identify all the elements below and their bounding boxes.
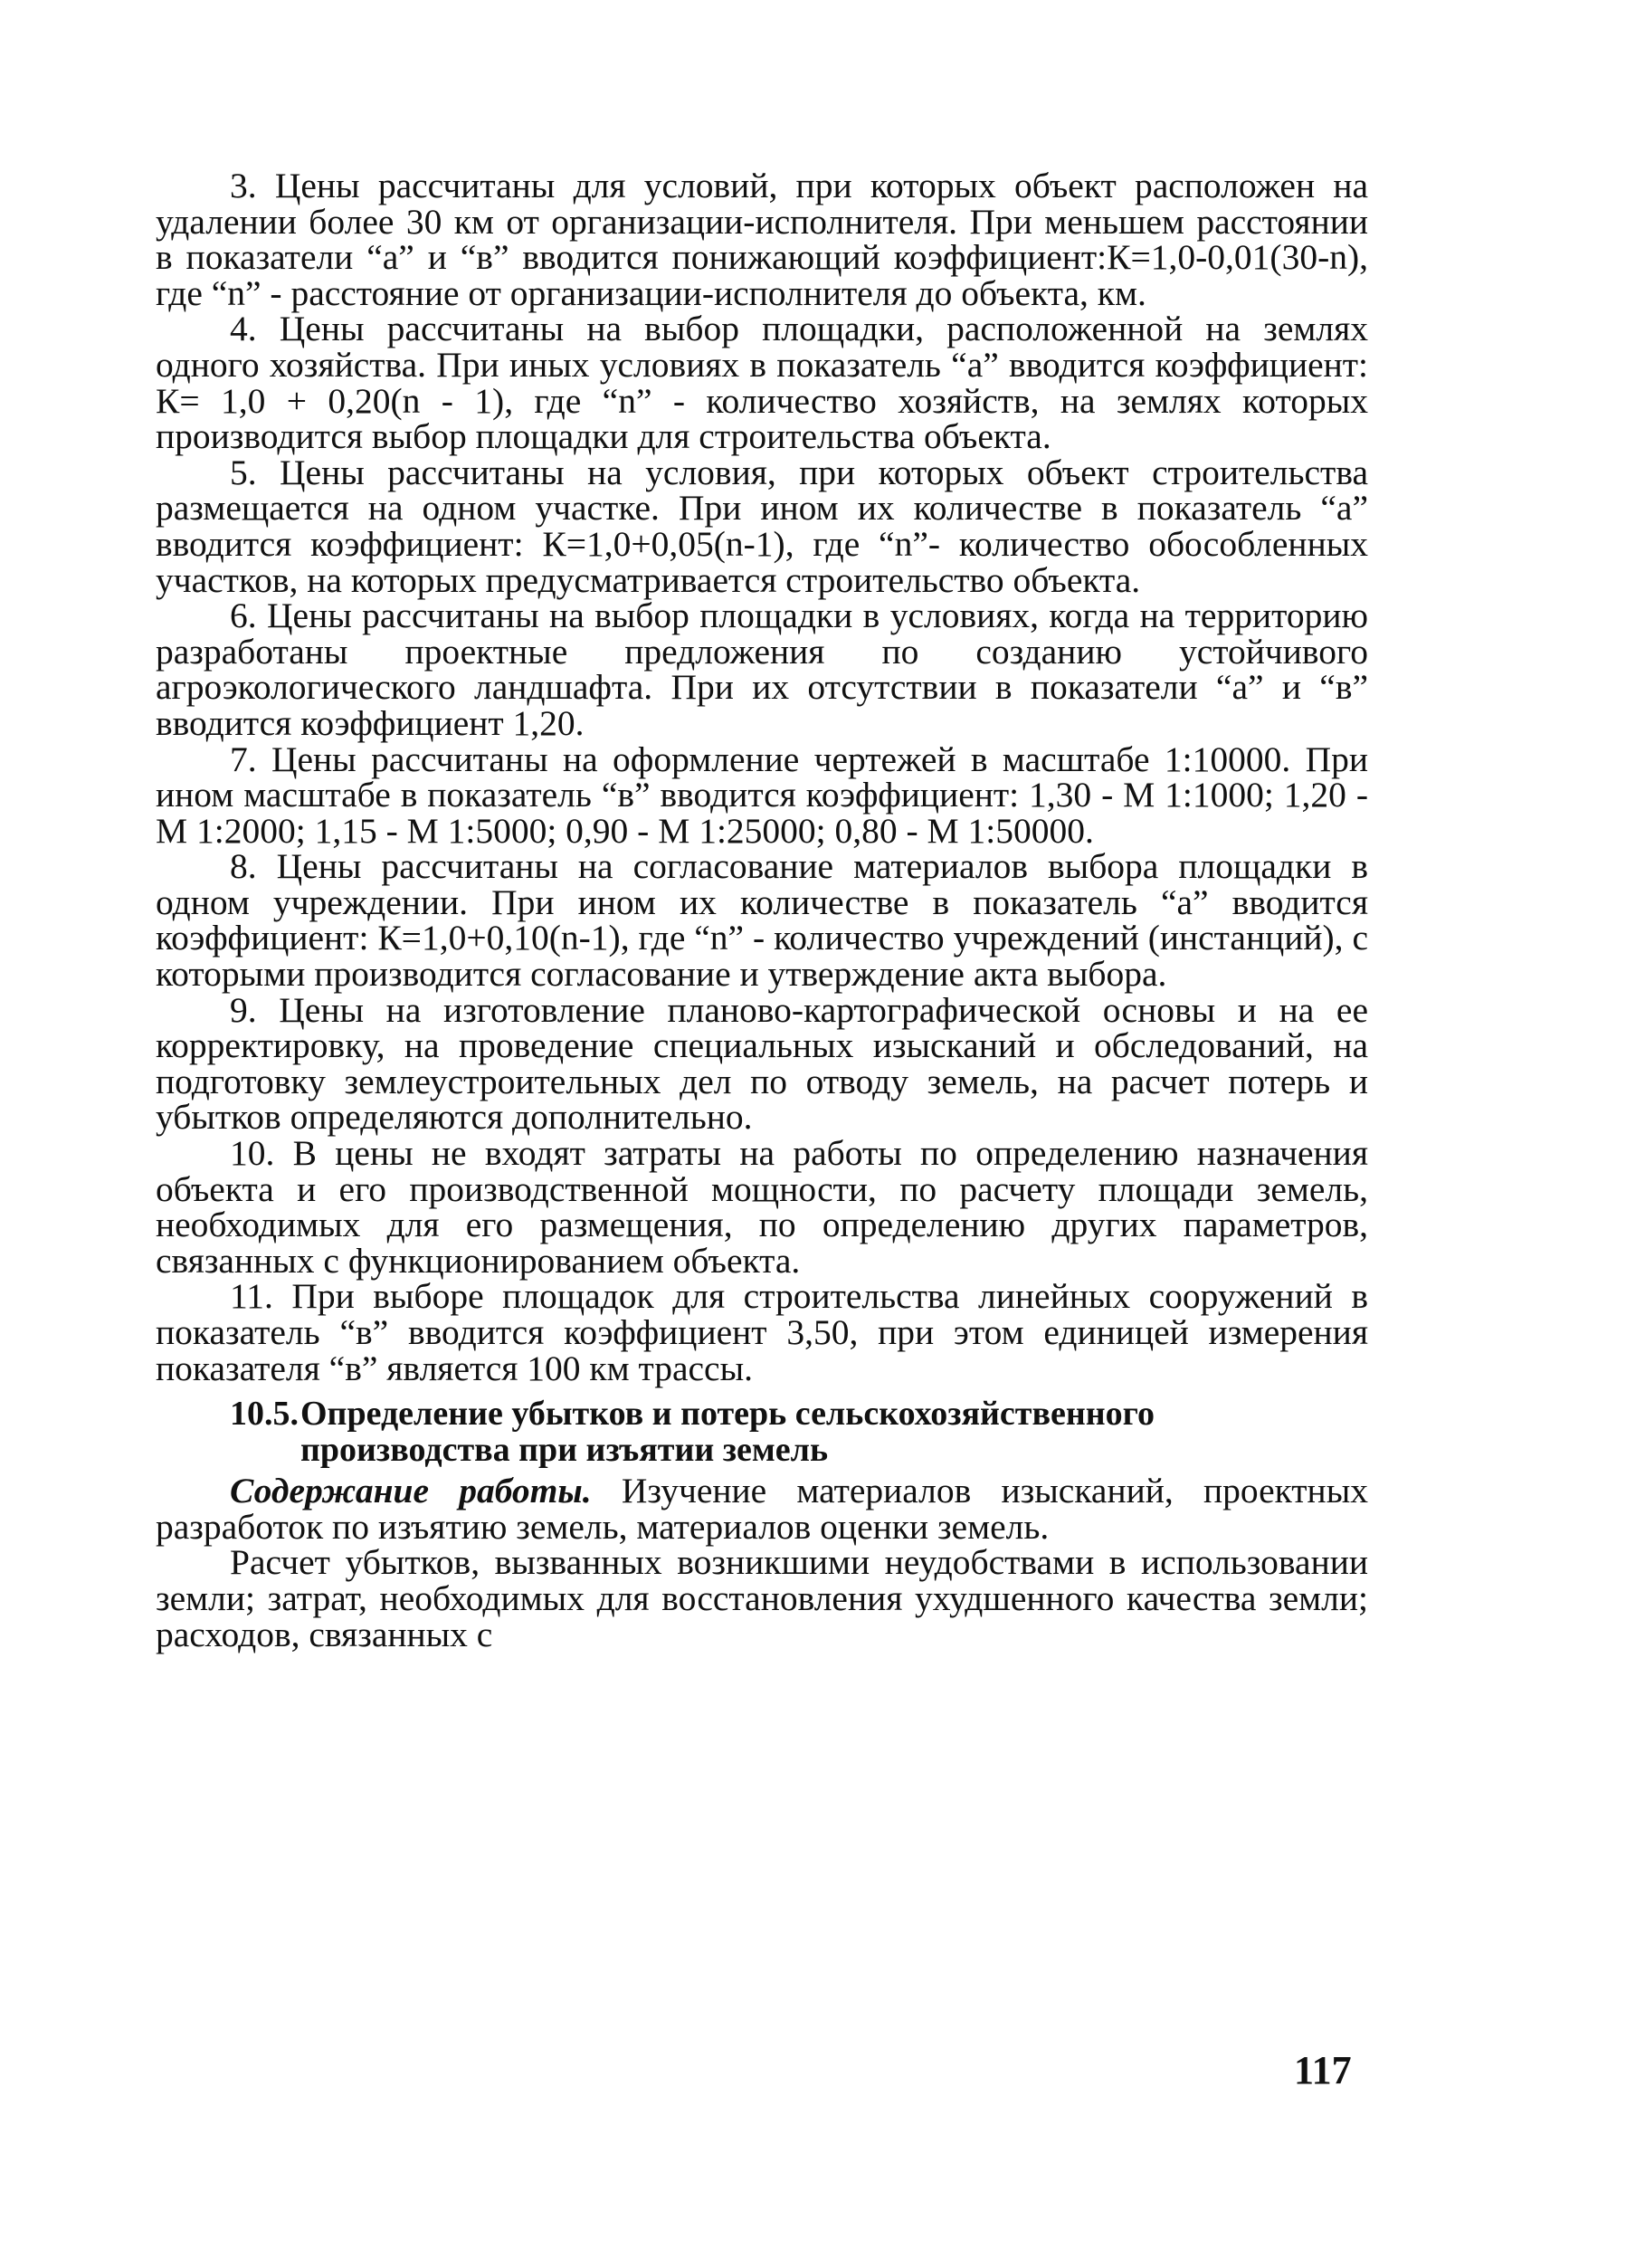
paragraph-9: 9. Цены на изготовление планово-картографической основы и на ее корректировку, на проведение специальных изысканий и обследований, на подготовку землеустроительных дел по отводу земель, на расчет потерь и убытков определяются дополнительно.	[156, 989, 1368, 1138]
content-lead: Содержание работы.	[230, 1471, 592, 1511]
content-paragraph	[156, 1473, 1368, 1545]
section-title: Определение убытков и потерь сельскохозяйственного производства при изъятии земель	[300, 1395, 1155, 1470]
final-paragraph: Расчет убытков, вызванных возникшими неудобствами в использовании земли; затрат, необходимых для восстановления ухудшенного качества земли; расходов, связанных с	[156, 1542, 1368, 1654]
paragraph-6: 6. Цены рассчитаны на выбор площадки в условиях, когда на территорию разработаны проектные предложения по созданию устойчивого агроэкологического ландшафта. При их отсутствии в показатели “а” и “в” вводится коэффициент 1,20.	[156, 596, 1368, 743]
paragraph-7: 7. Цены рассчитаны на оформление чертежей в масштабе 1:10000. При ином масштабе в показатель “в” вводится коэффициент: 1,30 - М 1:1000; 1,20 - М 1:2000; 1,15 - М 1:5000; 0,90 - М 1:25000; 0,80 - М 1:50000.	[156, 739, 1368, 851]
paragraph-3: 3. Цены рассчитаны для условий, при которых объект расположен на удалении более 30 км от организации-исполнителя. При меньшем расстоянии в показатели “а” и “в” вводится понижающий коэффициент:К=1,0-0,01(30-n), где “n” - расстояние от организации-исполнителя до объекта, км.	[156, 166, 1368, 313]
paragraph-11: 11. При выборе площадок для строительства линейных сооружений в показатель “в” вводится коэффициент 3,50, при этом единицей измерения показателя “в” является 100 км трассы.	[156, 1276, 1368, 1388]
section-number: 10.5.	[230, 1395, 299, 1434]
paragraph-10: 10. В цены не входят затраты на работы по определению назначения объекта и его производственной мощности, по расчету площади земель, необходимых для его размещения, по определению других параметров, связанных с функционированием объекта.	[156, 1133, 1368, 1281]
content-text: Изучение материалов изысканий, проектных разработок по изъятию земель, материалов оценки земель.	[156, 1471, 1368, 1547]
paragraph-8: 8. Цены рассчитаны на согласование материалов выбора площадки в одном учреждении. При ином их количестве в показатель “а” вводится коэффициент: К=1,0+0,10(n-1), где “n” - количество учреждений (инстанций), с которыми производится согласование и утверждение акта выбора.	[156, 846, 1368, 995]
paragraph-5: 5. Цены рассчитаны на условия, при которых объект строительства размещается на одном участке. При ином их количестве в показатель “а” вводится коэффициент: К=1,0+0,05(n-1), где “n”- количество обособленных участков, на которых предусматривается строительство объекта.	[156, 452, 1368, 600]
page-number: 117	[1294, 2048, 1352, 2092]
paragraph-4: 4. Цены рассчитаны на выбор площадки, расположенной на землях одного хозяйства. При иных условиях в показатель “а” вводится коэффициент: К= 1,0 + 0,20(n - 1), где “n” - количество хозяйств, на землях которых производится выбор площадки для строительства объекта.	[156, 309, 1368, 457]
section-heading	[156, 1396, 1368, 1468]
body-text	[156, 168, 1368, 1653]
